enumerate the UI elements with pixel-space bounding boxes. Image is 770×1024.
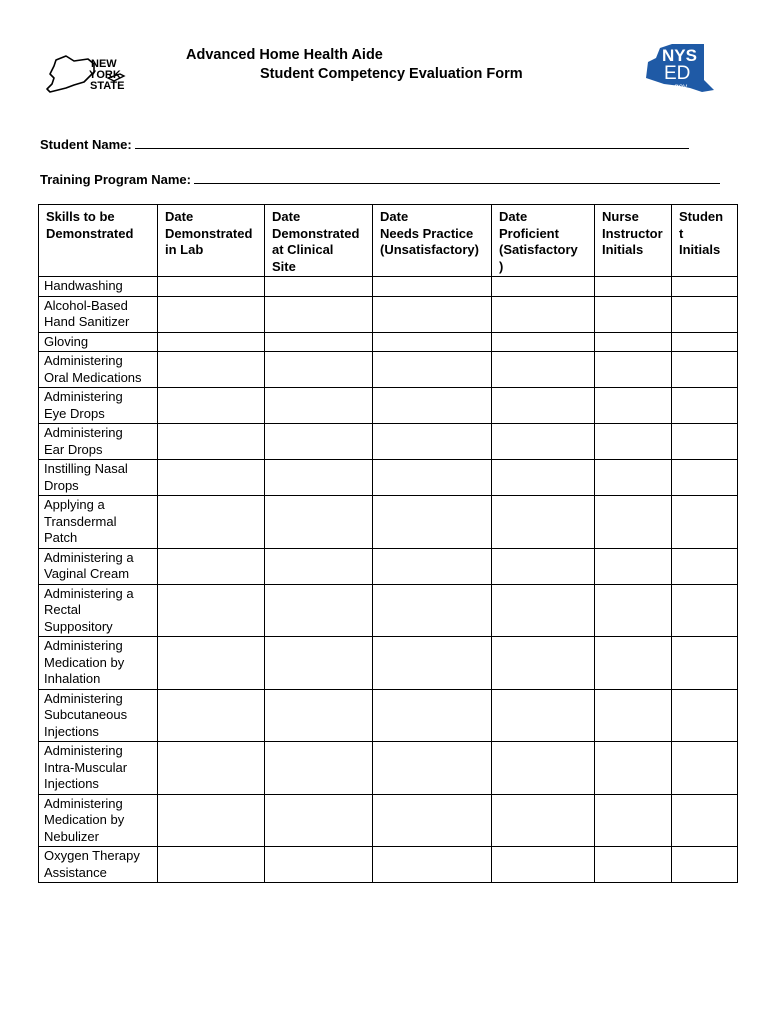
skill-line: Administering a [44,585,134,601]
skill-line: Hand Sanitizer [44,314,130,329]
entry-cell[interactable] [265,847,373,883]
nysed-logo-line-3: .gov [672,82,688,91]
student-name-field [40,137,689,152]
skill-name [39,388,158,424]
skill-name [39,637,158,690]
nysed-logo-line-2: ED [664,63,691,84]
entry-cell[interactable] [265,496,373,549]
entry-cell[interactable] [492,637,595,690]
entry-cell[interactable] [158,277,265,297]
header-line: Nurse [602,209,639,224]
entry-cell[interactable] [595,388,672,424]
table-row [39,296,738,332]
entry-cell[interactable] [373,584,492,637]
entry-cell[interactable] [373,352,492,388]
entry-cell[interactable] [672,332,738,352]
entry-cell[interactable] [595,332,672,352]
entry-cell[interactable] [265,277,373,297]
entry-cell[interactable] [672,388,738,424]
skill-name [39,424,158,460]
skill-line: Applying a [44,497,105,512]
entry-cell[interactable] [158,548,265,584]
header-line: Date [165,209,194,224]
entry-cell[interactable] [265,424,373,460]
header-line: Date [380,209,409,224]
skill-line: Suppository [44,618,113,634]
entry-cell[interactable] [373,742,492,795]
skill-line: Administering [44,795,123,811]
entry-cell[interactable] [265,460,373,496]
entry-cell[interactable] [492,277,595,297]
entry-cell[interactable] [265,689,373,742]
header-line: Proficient [499,225,559,241]
header-line: Needs Practice [380,225,474,241]
entry-cell[interactable] [492,689,595,742]
header-line: Site [272,258,296,274]
entry-cell[interactable] [158,424,265,460]
header-date-clinical [265,205,373,277]
entry-cell[interactable] [672,794,738,847]
entry-cell[interactable] [672,637,738,690]
header-line: Initials [679,242,721,257]
competency-table [38,204,738,883]
skill-line: Subcutaneous [44,707,128,722]
entry-cell[interactable] [158,584,265,637]
skill-line: Administering [44,389,123,404]
training-program-line[interactable] [194,172,720,184]
entry-cell[interactable] [265,742,373,795]
entry-cell[interactable] [595,847,672,883]
skill-line: Vaginal Cream [44,566,130,581]
entry-cell[interactable] [158,742,265,795]
header-line: (Unsatisfactory) [380,242,479,257]
skill-name [39,296,158,332]
header-line: Date [272,209,301,224]
entry-cell[interactable] [373,794,492,847]
table-row [39,689,738,742]
skill-line: Alcohol-Based [44,297,128,313]
header-row [39,205,738,277]
header-line: Demonstrated [165,225,253,241]
skill-line: Administering a [44,549,134,565]
skill-line: Assistance [44,864,107,880]
entry-cell[interactable] [158,296,265,332]
student-name-label: Student Name: [40,137,132,152]
header-line: Instructor [602,225,663,241]
header-date-lab [158,205,265,277]
header-line: at Clinical [272,242,334,257]
skill-name [39,794,158,847]
entry-cell[interactable] [158,460,265,496]
entry-cell[interactable] [373,296,492,332]
entry-cell[interactable] [595,584,672,637]
table-row [39,388,738,424]
header-line: Demonstrated [46,225,134,241]
skill-name [39,584,158,637]
entry-cell[interactable] [492,296,595,332]
table-row [39,548,738,584]
entry-cell[interactable] [373,332,492,352]
skill-name [39,548,158,584]
entry-cell[interactable] [595,496,672,549]
skill-line: Administering [44,743,123,758]
table-row [39,332,738,352]
header-line: Skills to be [46,209,115,224]
entry-cell[interactable] [373,388,492,424]
skill-line: Injections [44,776,99,791]
entry-cell[interactable] [373,424,492,460]
entry-cell[interactable] [373,277,492,297]
skill-line: Administering [44,353,123,368]
skill-line: Medication by [44,654,125,670]
header-skills [39,205,158,277]
entry-cell[interactable] [595,460,672,496]
entry-cell[interactable] [492,460,595,496]
skill-name [39,277,158,297]
entry-cell[interactable] [672,277,738,297]
form-subtitle: Student Competency Evaluation Form [260,66,523,82]
header-line: t [679,225,684,241]
entry-cell[interactable] [672,689,738,742]
skill-line: Injections [44,723,99,739]
table-row [39,637,738,690]
skill-line: Handwashing [44,278,123,293]
skill-line: Oxygen Therapy [44,848,140,863]
entry-cell[interactable] [492,794,595,847]
skill-line: Transdermal [44,513,117,529]
entry-cell[interactable] [265,296,373,332]
entry-cell[interactable] [672,584,738,637]
skill-line: Inhalation [44,671,101,686]
header-date-proficient [492,205,595,277]
skill-line: Medication by [44,812,125,827]
skill-name [39,332,158,352]
entry-cell[interactable] [265,352,373,388]
skill-line: Ear Drops [44,441,103,457]
entry-cell[interactable] [158,388,265,424]
entry-cell[interactable] [672,548,738,584]
entry-cell[interactable] [595,742,672,795]
header-date-needs-practice [373,205,492,277]
entry-cell[interactable] [158,847,265,883]
nysed-logo [642,42,718,100]
entry-cell[interactable] [595,352,672,388]
entry-cell[interactable] [595,277,672,297]
table-row [39,742,738,795]
table-row [39,794,738,847]
header-line: in Lab [165,242,204,257]
entry-cell[interactable] [373,637,492,690]
entry-cell[interactable] [158,689,265,742]
skill-line: Gloving [44,333,89,349]
entry-cell[interactable] [595,637,672,690]
entry-cell[interactable] [672,496,738,549]
skill-line: Administering [44,425,123,440]
entry-cell[interactable] [672,352,738,388]
skill-name [39,496,158,549]
entry-cell[interactable] [492,742,595,795]
entry-cell[interactable] [265,548,373,584]
entry-cell[interactable] [158,352,265,388]
header-nurse-initials [595,205,672,277]
entry-cell[interactable] [373,847,492,883]
entry-cell[interactable] [595,794,672,847]
entry-cell[interactable] [595,689,672,742]
entry-cell[interactable] [158,496,265,549]
skill-line: Oral Medications [44,369,142,385]
skill-line: Administering [44,690,123,706]
entry-cell[interactable] [373,460,492,496]
entry-cell[interactable] [672,424,738,460]
header-line: Studen [679,209,724,224]
skill-line: Rectal [44,602,81,617]
nysed-logo-line-1: NYS [662,46,697,65]
entry-cell[interactable] [158,332,265,352]
entry-cell[interactable] [595,424,672,460]
entry-cell[interactable] [595,296,672,332]
entry-cell[interactable] [492,847,595,883]
entry-cell[interactable] [373,548,492,584]
form-title: Advanced Home Health Aide [186,47,383,63]
entry-cell[interactable] [672,296,738,332]
entry-cell[interactable] [492,352,595,388]
new-york-state-logo [44,52,128,100]
header-line: Date [499,209,528,224]
skill-line: Intra-Muscular [44,759,128,775]
nys-logo-line-3: STATE [90,80,125,92]
entry-cell[interactable] [265,637,373,690]
entry-cell[interactable] [595,548,672,584]
skill-line: Eye Drops [44,405,105,421]
entry-cell[interactable] [672,847,738,883]
table-row [39,424,738,460]
entry-cell[interactable] [265,388,373,424]
skill-line: Administering [44,638,123,653]
student-name-line[interactable] [135,137,689,149]
training-program-field [40,172,720,187]
table-row [39,352,738,388]
entry-cell[interactable] [492,496,595,549]
table-row [39,847,738,883]
entry-cell[interactable] [265,332,373,352]
entry-cell[interactable] [373,689,492,742]
skill-name [39,689,158,742]
entry-cell[interactable] [265,794,373,847]
table-row [39,277,738,297]
skill-line: Patch [44,530,78,545]
entry-cell[interactable] [492,548,595,584]
table-row [39,460,738,496]
entry-cell[interactable] [492,584,595,637]
entry-cell[interactable] [158,637,265,690]
skill-name [39,742,158,795]
skill-line: Drops [44,477,79,493]
header-line: Initials [602,242,644,257]
header-line: (Satisfactory [499,242,578,257]
table-row [39,584,738,637]
nys-logo-line-2: YORK [89,69,121,81]
entry-cell[interactable] [158,794,265,847]
header-student-initials [672,205,738,277]
entry-cell[interactable] [265,584,373,637]
entry-cell[interactable] [373,496,492,549]
skill-name [39,460,158,496]
skill-name [39,847,158,883]
entry-cell[interactable] [492,388,595,424]
entry-cell[interactable] [492,424,595,460]
header-line: Demonstrated [272,225,360,241]
skill-name [39,352,158,388]
entry-cell[interactable] [492,332,595,352]
entry-cell[interactable] [672,460,738,496]
skill-line: Instilling Nasal [44,461,128,476]
nys-logo-line-1: NEW [91,58,117,70]
header-line: ) [499,258,504,274]
table-row [39,496,738,549]
entry-cell[interactable] [672,742,738,795]
training-program-label: Training Program Name: [40,172,191,187]
skill-line: Nebulizer [44,828,99,844]
